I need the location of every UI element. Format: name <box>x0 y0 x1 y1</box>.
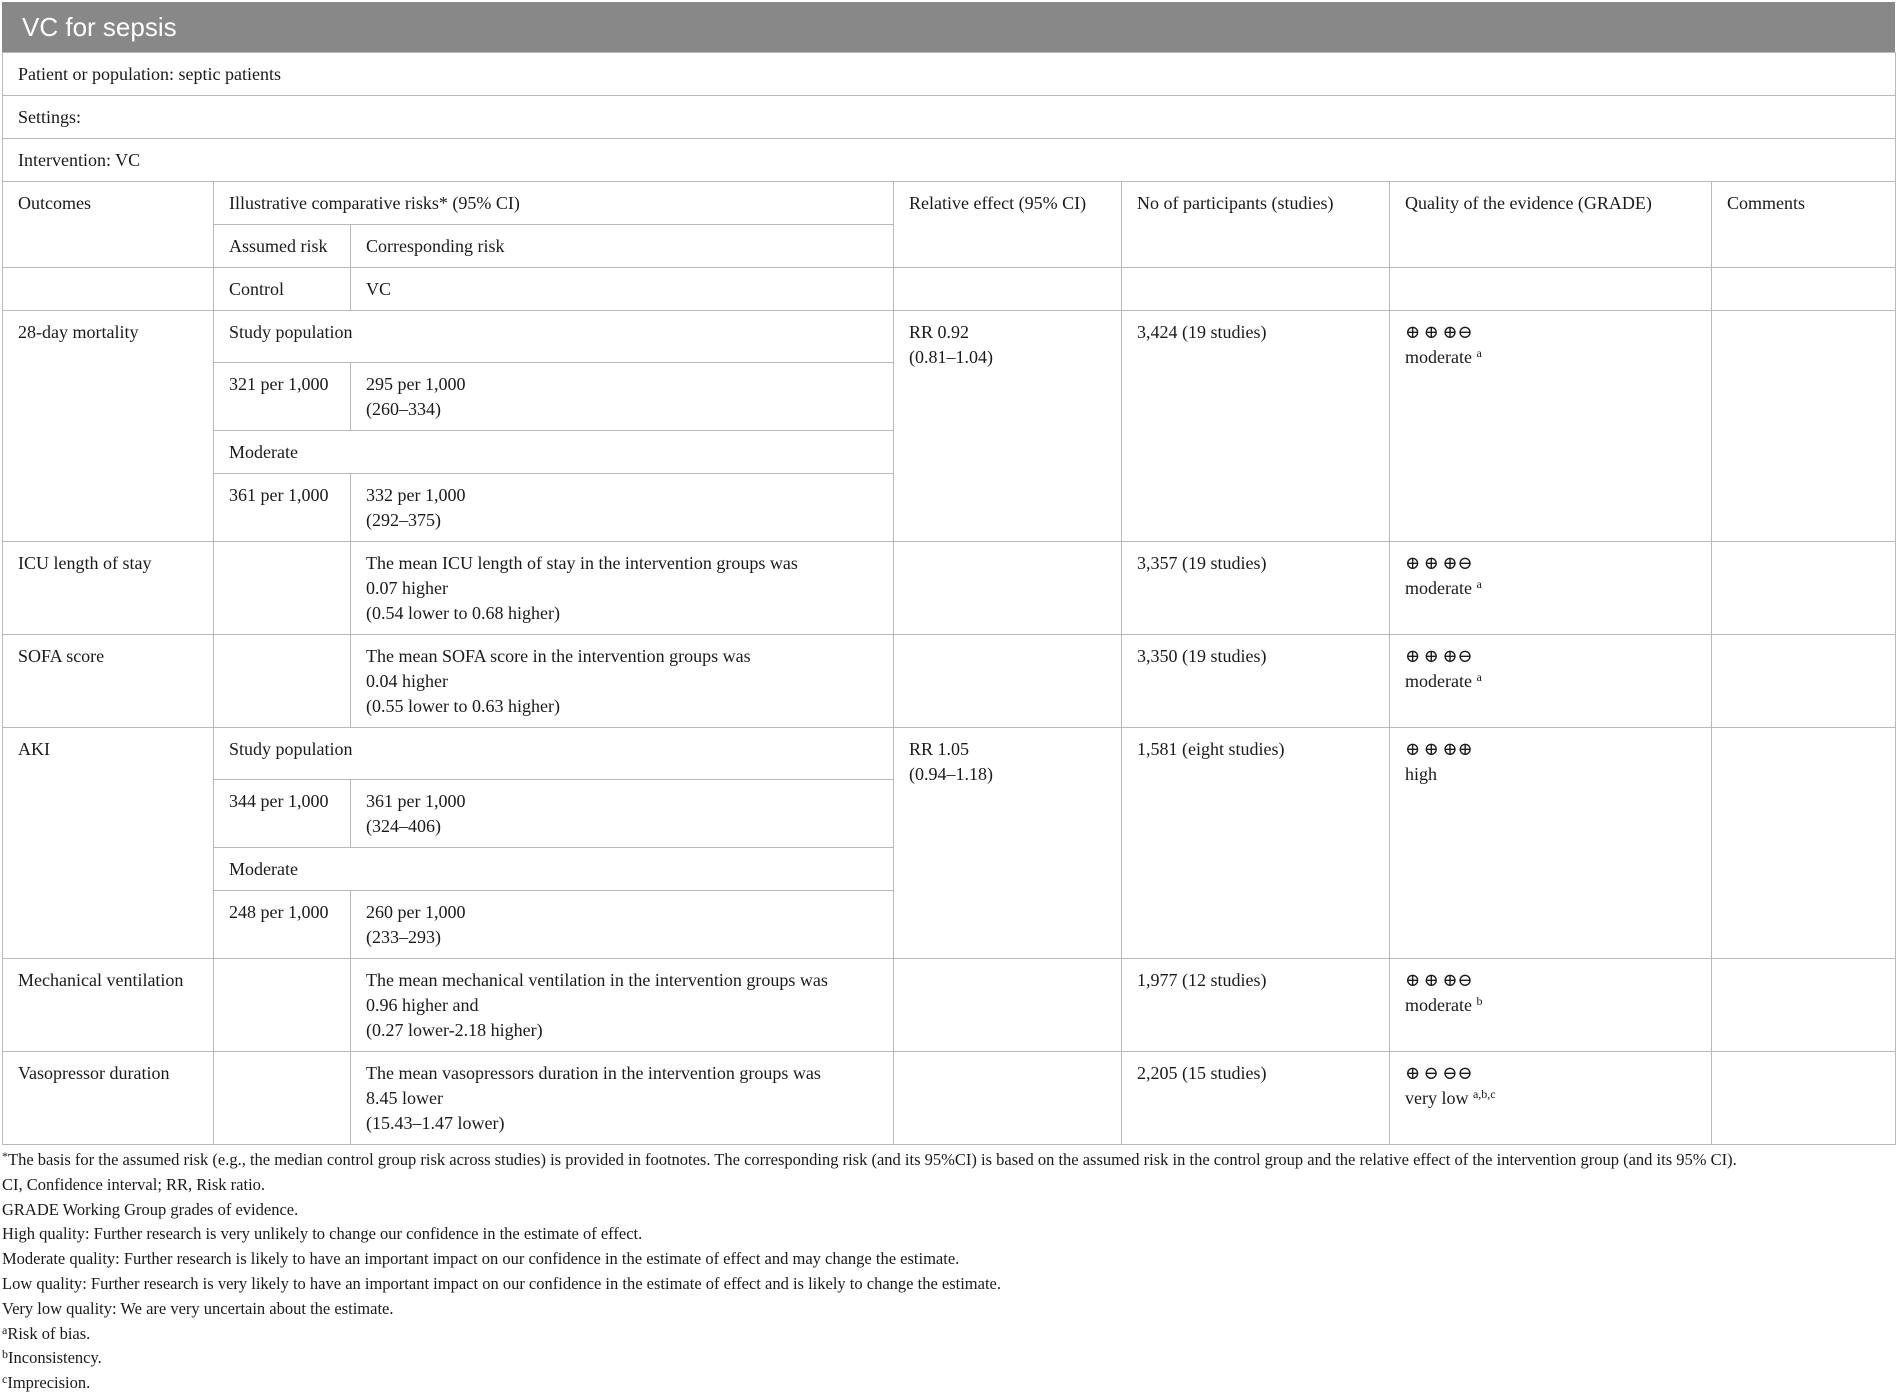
assumed-risk-cell <box>214 542 351 635</box>
corresponding-ci: (292–375) <box>366 510 441 530</box>
table-row <box>3 311 1896 363</box>
summary-of-findings-table <box>2 52 1896 1145</box>
footnote-a <box>2 1322 1895 1347</box>
info-row-intervention <box>3 139 1896 182</box>
corresponding-text: The mean mechanical ventilation in the intervention groups was <box>366 970 828 990</box>
header-row-3 <box>3 268 1896 311</box>
corresponding-ci: (0.54 lower to 0.68 higher) <box>366 603 560 623</box>
comments-cell <box>1712 311 1896 542</box>
relative-effect-cell <box>894 1052 1122 1145</box>
footnote-b <box>2 1346 1895 1371</box>
table-row <box>3 542 1896 635</box>
participants-cell: 1,581 (eight studies) <box>1122 728 1390 959</box>
header-empty <box>1712 268 1896 311</box>
header-empty <box>3 268 214 311</box>
sof-table-figure <box>2 2 1895 1396</box>
corresponding-value: 361 per 1,000 <box>366 791 466 811</box>
footnote-mark: c <box>2 1372 8 1387</box>
footnote-high: High quality: Further research is very unlikely to change our confidence in the estimate of effect. <box>2 1224 643 1244</box>
comments-cell <box>1712 728 1896 959</box>
relative-effect-cell <box>894 959 1122 1052</box>
footnote-verylow: Very low quality: We are very uncertain about the estimate. <box>2 1298 394 1318</box>
outcome-cell: Vasopressor duration <box>3 1052 214 1145</box>
corresponding-value: 8.45 lower <box>366 1088 443 1108</box>
grade-word: high <box>1405 764 1438 784</box>
header-comments: Comments <box>1712 182 1896 268</box>
quality-cell <box>1390 959 1712 1052</box>
moderate-label: Moderate <box>214 848 894 891</box>
corresponding-risk-cell <box>351 363 894 431</box>
outcome-cell: SOFA score <box>3 635 214 728</box>
comments-cell <box>1712 1052 1896 1145</box>
header-empty <box>894 268 1122 311</box>
grade-symbols: ⊕ ⊕ ⊕⊖ <box>1405 322 1473 342</box>
study-population-label: Study population <box>214 728 894 780</box>
quality-cell <box>1390 311 1712 542</box>
corresponding-risk-cell <box>351 474 894 542</box>
grade-symbols: ⊕ ⊕ ⊕⊖ <box>1405 646 1473 666</box>
header-empty <box>1390 268 1712 311</box>
study-population-label: Study population <box>214 311 894 363</box>
grade-symbols: ⊕ ⊕ ⊕⊕ <box>1405 739 1473 759</box>
corresponding-value: 332 per 1,000 <box>366 485 466 505</box>
table-row <box>3 959 1896 1052</box>
corresponding-ci: (0.27 lower-2.18 higher) <box>366 1020 543 1040</box>
footnote-mark: * <box>2 1149 8 1163</box>
relative-effect-cell <box>894 542 1122 635</box>
footnote-ci: CI, Confidence interval; RR, Risk ratio. <box>2 1174 266 1194</box>
relative-effect-value: RR 1.05 <box>909 739 970 759</box>
participants-cell: 3,424 (19 studies) <box>1122 311 1390 542</box>
table-row <box>3 728 1896 780</box>
grade-symbols: ⊕ ⊕ ⊕⊖ <box>1405 553 1473 573</box>
header-assumed-risk: Assumed risk <box>214 225 351 268</box>
grade-symbols: ⊕ ⊖ ⊖⊖ <box>1405 1063 1473 1083</box>
corresponding-ci: (15.43–1.47 lower) <box>366 1113 505 1133</box>
quality-cell <box>1390 1052 1712 1145</box>
footnote-mark: a <box>2 1322 8 1337</box>
table-row <box>3 1052 1896 1145</box>
moderate-label: Moderate <box>214 431 894 474</box>
table-footnotes <box>2 1145 1895 1396</box>
grade-word: moderate <box>1405 671 1472 691</box>
assumed-risk-cell <box>214 959 351 1052</box>
footnote-ref: b <box>1476 994 1483 1008</box>
header-relative-effect: Relative effect (95% CI) <box>894 182 1122 268</box>
grade-symbols: ⊕ ⊕ ⊕⊖ <box>1405 970 1473 990</box>
relative-effect-cell <box>894 635 1122 728</box>
header-participants: No of participants (studies) <box>1122 182 1390 268</box>
info-row-settings <box>3 96 1896 139</box>
table-title: VC for sepsis <box>2 2 1895 52</box>
participants-cell: 1,977 (12 studies) <box>1122 959 1390 1052</box>
outcome-cell: 28-day mortality <box>3 311 214 542</box>
comments-cell <box>1712 635 1896 728</box>
comments-cell <box>1712 542 1896 635</box>
relative-effect-ci: (0.81–1.04) <box>909 347 993 367</box>
corresponding-risk-cell <box>351 780 894 848</box>
corresponding-risk-cell <box>351 959 894 1052</box>
corresponding-risk-cell <box>351 542 894 635</box>
corresponding-ci: (233–293) <box>366 927 441 947</box>
corresponding-text: The mean ICU length of stay in the intervention groups was <box>366 553 798 573</box>
relative-effect-cell <box>894 728 1122 959</box>
corresponding-value: 0.04 higher <box>366 671 448 691</box>
header-empty <box>1122 268 1390 311</box>
header-corresponding-risk: Corresponding risk <box>351 225 894 268</box>
settings-cell: Settings: <box>3 96 1896 139</box>
relative-effect-ci: (0.94–1.18) <box>909 764 993 784</box>
footnote-mark: b <box>2 1347 8 1362</box>
footnote-ref: a <box>1476 670 1482 684</box>
comments-cell <box>1712 959 1896 1052</box>
assumed-risk-cell: 344 per 1,000 <box>214 780 351 848</box>
grade-word: moderate <box>1405 995 1472 1015</box>
footnote-grade: GRADE Working Group grades of evidence. <box>2 1199 299 1219</box>
header-quality: Quality of the evidence (GRADE) <box>1390 182 1712 268</box>
footnote-ref: a,b,c <box>1472 1087 1496 1101</box>
corresponding-risk-cell <box>351 635 894 728</box>
footnote-text: The basis for the assumed risk (e.g., the median control group risk across studies) is provided in footnotes. The corresponding risk (and its 95%CI) is based on the assumed risk in the control group and the relative effect of the intervention group (and its 95% CI). <box>8 1150 1737 1169</box>
corresponding-value: 260 per 1,000 <box>366 902 466 922</box>
participants-cell: 3,350 (19 studies) <box>1122 635 1390 728</box>
footnote-low: Low quality: Further research is very likely to have an important impact on our confidence in the estimate of effect and is likely to change the estimate. <box>2 1273 1001 1293</box>
corresponding-text: The mean vasopressors duration in the intervention groups was <box>366 1063 821 1083</box>
footnote-basis <box>2 1148 1895 1173</box>
corresponding-risk-cell <box>351 891 894 959</box>
table-row <box>3 635 1896 728</box>
assumed-risk-cell <box>214 635 351 728</box>
footnote-c <box>2 1371 1895 1396</box>
footnote-text: Imprecision. <box>7 1373 91 1393</box>
corresponding-value: 0.96 higher and <box>366 995 479 1015</box>
outcome-cell: Mechanical ventilation <box>3 959 214 1052</box>
info-row-population <box>3 53 1896 96</box>
header-illustrative: Illustrative comparative risks* (95% CI) <box>214 182 894 225</box>
footnote-ref: a <box>1476 346 1482 360</box>
relative-effect-cell <box>894 311 1122 542</box>
header-vc: VC <box>351 268 894 311</box>
participants-cell: 2,205 (15 studies) <box>1122 1052 1390 1145</box>
corresponding-risk-cell <box>351 1052 894 1145</box>
participants-cell: 3,357 (19 studies) <box>1122 542 1390 635</box>
assumed-risk-cell: 248 per 1,000 <box>214 891 351 959</box>
outcome-cell: ICU length of stay <box>3 542 214 635</box>
grade-word: moderate <box>1405 347 1472 367</box>
corresponding-ci: (324–406) <box>366 816 441 836</box>
header-control: Control <box>214 268 351 311</box>
quality-cell <box>1390 542 1712 635</box>
quality-cell <box>1390 728 1712 959</box>
corresponding-text: The mean SOFA score in the intervention groups was <box>366 646 751 666</box>
corresponding-ci: (260–334) <box>366 399 441 419</box>
header-outcomes: Outcomes <box>3 182 214 268</box>
corresponding-ci: (0.55 lower to 0.63 higher) <box>366 696 560 716</box>
corresponding-value: 295 per 1,000 <box>366 374 466 394</box>
corresponding-value: 0.07 higher <box>366 578 448 598</box>
assumed-risk-cell: 321 per 1,000 <box>214 363 351 431</box>
header-row-1 <box>3 182 1896 225</box>
intervention-cell: Intervention: VC <box>3 139 1896 182</box>
assumed-risk-cell: 361 per 1,000 <box>214 474 351 542</box>
assumed-risk-cell <box>214 1052 351 1145</box>
population-cell: Patient or population: septic patients <box>3 53 1896 96</box>
grade-word: moderate <box>1405 578 1472 598</box>
outcome-cell: AKI <box>3 728 214 959</box>
footnote-text: Risk of bias. <box>7 1323 91 1343</box>
grade-word: very low <box>1405 1088 1469 1108</box>
relative-effect-value: RR 0.92 <box>909 322 970 342</box>
footnote-text: Inconsistency. <box>8 1348 102 1368</box>
quality-cell <box>1390 635 1712 728</box>
footnote-moderate: Moderate quality: Further research is likely to have an important impact on our confidence in the estimate of effect and may change the estimate. <box>2 1249 960 1269</box>
footnote-ref: a <box>1476 577 1482 591</box>
